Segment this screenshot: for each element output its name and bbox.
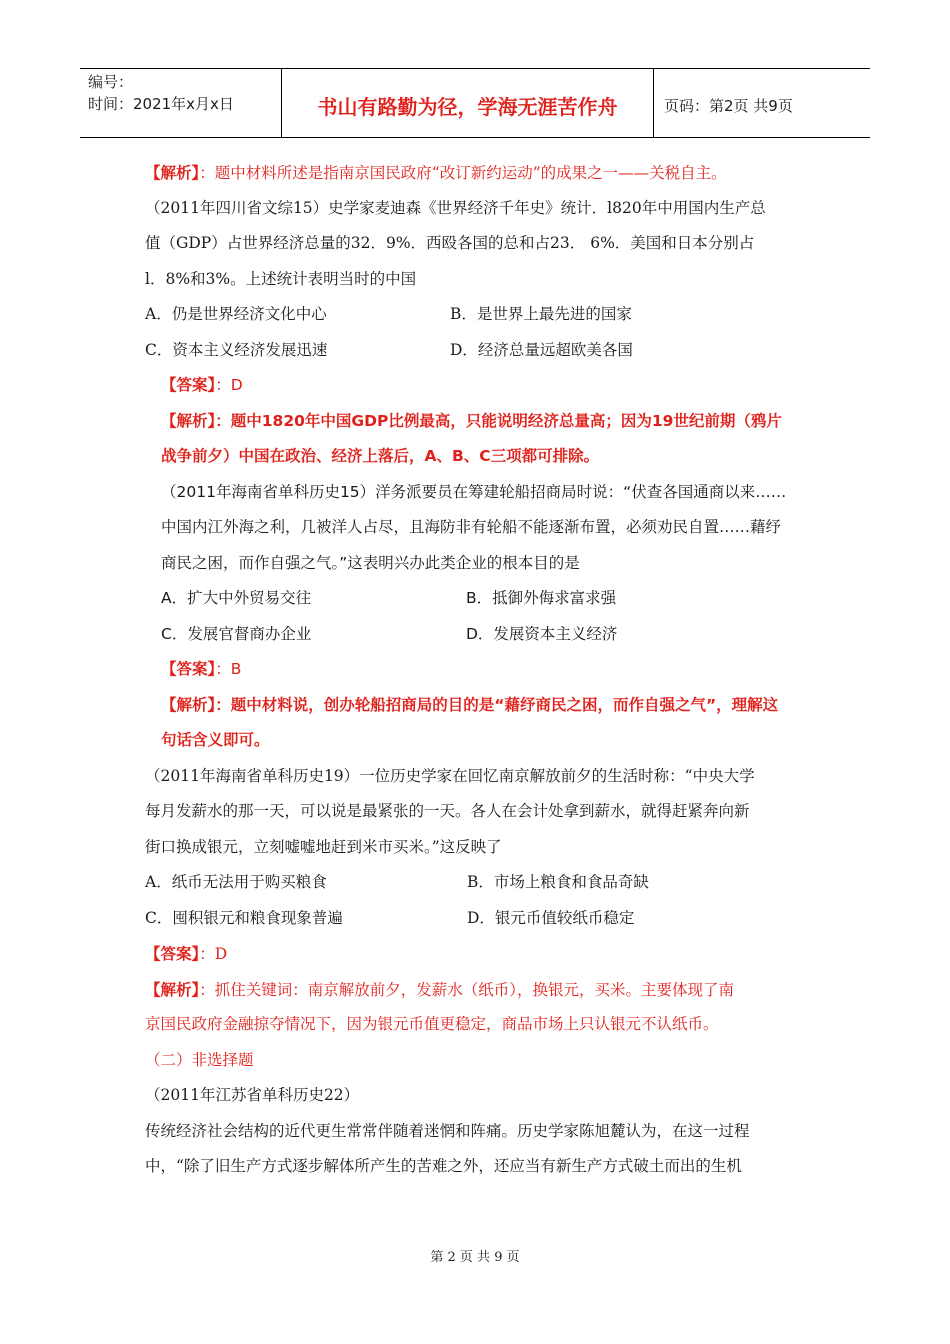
header-page-info: 页码：第2页 共9页	[664, 96, 793, 115]
q3-stem-line: （2011年海南省单科历史15）洋务派要员在筹建轮船招商局时说：“伏查各国通商以来……	[161, 482, 787, 501]
page-footer: 第 2 页 共 9 页	[430, 1250, 520, 1265]
q2-stem-line: 值（GDP）占世界经济总量的32．9%．西殴各国的总和占23． 6%．美国和日本分别占	[145, 234, 755, 252]
q4-option-c: C．囤积银元和粮食现象普遍	[145, 908, 343, 927]
q3-analysis-line: 句话含义即可。	[161, 731, 270, 749]
q3-options-row	[145, 581, 810, 617]
header-slogan: 书山有路勤为径，学海无涯苦作舟	[282, 69, 654, 137]
q2-option-b: B．是世界上最先进的国家	[450, 305, 632, 323]
q3-stem-line: 中国内江外海之利，几被洋人占尽，且海防非有轮船不能逐渐布置，必须劝民自置……藉纾	[161, 518, 782, 536]
q1-analysis: 【解析】：题中材料所述是指南京国民政府“改订新约运动”的成果之一——关税自主。	[145, 163, 727, 182]
q3-option-b: B．抵御外侮求富求强	[466, 589, 617, 607]
q4-option-a: A．纸币无法用于购买粮食	[145, 873, 327, 891]
q2-option-a: A．仍是世界经济文化中心	[145, 305, 327, 323]
q3-analysis-line: 【解析】：题中材料说，创办轮船招商局的目的是“藉纾商民之困，而作自强之气”，理解这	[161, 695, 779, 714]
q4-options-row	[145, 901, 810, 937]
q3-answer: 【答案】：B	[161, 660, 242, 678]
page-header	[80, 68, 870, 138]
q4-analysis-line: 京国民政府金融掠夺情况下，因为银元币值更稳定，商品市场上只认银元不认纸币。	[145, 1015, 719, 1033]
q2-options-row	[145, 297, 810, 333]
q2-option-c: C．资本主义经济发展迅速	[145, 340, 328, 359]
q3-options-row	[145, 617, 810, 653]
section-source: （2011年江苏省单科历史22）	[145, 1086, 360, 1104]
q2-stem-line: （2011年四川省文综15）史学家麦迪森《世界经济千年史》统计．l820年中用国内生产总	[145, 198, 766, 217]
q4-options-row	[145, 865, 810, 901]
q4-analysis-line: 【解析】：抓住关键词：南京解放前夕，发薪水（纸币），换银元，买米。主要体现了南	[145, 979, 735, 999]
q2-analysis-line: 战争前夕）中国在政治、经济上落后，A、B、C三项都可排除。	[161, 447, 600, 465]
q2-options-row	[145, 333, 810, 369]
q2-answer: 【答案】：D	[161, 376, 243, 394]
q3-option-d: D．发展资本主义经济	[466, 624, 618, 643]
q4-option-b: B．市场上粮食和食品奇缺	[467, 873, 649, 891]
section-title: （二）非选择题	[145, 1050, 254, 1069]
q4-answer: 【答案】：D	[145, 944, 228, 963]
q4-stem-line: （2011年海南省单科历史19）一位历史学家在回忆南京解放前夕的生活时称：“中央大学	[145, 766, 755, 785]
q2-option-d: D．经济总量远超欧美各国	[450, 340, 633, 359]
time-label: 时间：2021年x月x日	[88, 95, 234, 113]
document-body	[145, 155, 810, 1185]
q4-option-d: D．银元币值较纸币稳定	[467, 908, 635, 927]
q3-option-c: C．发展官督商办企业	[161, 624, 312, 643]
q4-stem-line: 每月发薪水的那一天，可以说是最紧张的一天。各人在会计处拿到薪水，就得赶紧奔向新	[145, 802, 750, 820]
header-meta	[80, 69, 282, 137]
q2-stem-line: l．8%和3%。上述统计表明当时的中国	[145, 269, 417, 288]
q3-option-a: A．扩大中外贸易交往	[161, 589, 312, 607]
number-label: 编号：	[88, 73, 134, 91]
q4-stem-line: 街口换成银元，立刻嘘嘘地赶到米市买米。”这反映了	[145, 837, 502, 856]
q3-stem-line: 商民之困，而作自强之气。”这表明兴办此类企业的根本目的是	[161, 553, 580, 572]
section-text-line: 中，“除了旧生产方式逐步解体所产生的苦难之外，还应当有新生产方式破土而出的生机	[145, 1157, 742, 1175]
q2-analysis-line: 【解析】：题中1820年中国GDP比例最高，只能说明经济总量高；因为19世纪前期（鸦片	[161, 411, 782, 430]
section-text-line: 传统经济社会结构的近代更生常常伴随着迷惘和阵痛。历史学家陈旭麓认为，在这一过程	[145, 1121, 750, 1140]
